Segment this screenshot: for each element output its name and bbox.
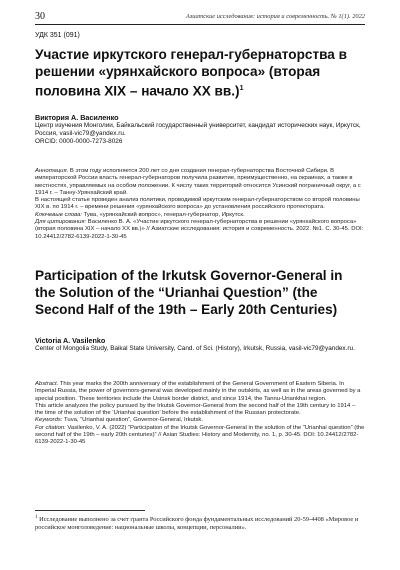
article-title-en: Participation of the Irkutsk Governor-General in the Solution of the “Urianhai Question” (the Second Half of the 19th – Early 20th Centuries): [35, 268, 343, 317]
citation-ru: [35, 219, 365, 241]
abstract-block-en: [35, 381, 365, 447]
page-number: 30: [35, 11, 45, 22]
author-name-ru: Виктория А. Василенко: [35, 113, 119, 122]
footnote-text: Исследование выполнено за счет гранта Российского фонда фундаментальных исследований 20-59-4408 «Мировое и российское монголоведение: национальные школы, концепции, персоналии».: [35, 516, 359, 532]
keywords-text-en: Tuva, “Urianhai question”, Governor-General, Irkutsk.: [64, 417, 203, 424]
abstract-block-ru: [35, 168, 365, 241]
author-orcid: ORCID: 0000-0000-7273-8026: [35, 138, 123, 146]
citation-label-ru: Для цитирования:: [35, 219, 87, 226]
citation-text-en: Vasilenko, V. A. (2022) “Participation of the Irkutsk Governor-General in the solution of the “Urianhai question” (the second half of the 19th – early 20th centuries)” // Asian Studies: History and Modernity, no. 1, p. 30-45. DOI: 10.24412/2782-6139-2022-1-30-45: [35, 424, 365, 446]
title-ru-text: Участие иркутского генерал-губернаторства в решении «урянхайского вопроса» (вторая половина XIX – начало XX вв.): [35, 47, 347, 99]
author-block-ru: [35, 113, 365, 147]
keywords-text-ru: Тува, «урянхайский вопрос», генерал-губернатор, Иркутск.: [83, 211, 245, 218]
abstract-text-ru: В этом году исполняется 200 лет со дня создания генерал-губернаторства Восточной Сибири. В императорской России власть генерал-губернаторов получила развитие, преимущественно, на окраинах, а также в местностях, управляемых на особом положении. К числу таких территорий относится Усинский пограничный округ, а с 1914 г. – Танну-Урянхайский край.: [35, 168, 361, 196]
author-block-en: [35, 336, 365, 353]
abstract-ru: [35, 168, 365, 197]
abstract-label-en: Abstract.: [35, 381, 59, 387]
citation-en: [35, 425, 365, 447]
abstract-ru-2: В настоящей статье проведен анализ политики, проводимой иркутским генерал-губернаторством со второй половины XIX в. по 1914 г. – времени решения «урянхайского вопроса» до установления российского протектората.: [35, 197, 360, 211]
keywords-label-en: Keywords:: [35, 417, 63, 424]
running-header: [35, 11, 365, 25]
author-affiliation-ru: Центр изучения Монголии, Байкальский государственный университет, кандидат исторических наук, Иркутск, Россия, vasil-vic79@yandex.ru.: [35, 122, 361, 138]
keywords-label-ru: Ключевые слова:: [35, 211, 83, 218]
title-footnote-mark: 1: [239, 85, 244, 92]
author-name-en: Victoria A. Vasilenko: [35, 336, 106, 345]
udc-code: УДК 351 (091): [35, 32, 80, 39]
abstract-label-ru: Аннотация.: [35, 168, 69, 174]
footnote-mark: 1: [35, 515, 38, 520]
footnote: [35, 514, 367, 532]
abstract-en: [35, 381, 365, 403]
abstract-en-2: This article analyzes the policy pursued by the Irkutsk Governor-General from the second half of the 19th century to 1914 – the time of the solution of the ‘Urianhai question’ before the establishment of the Russian protectorate.: [35, 402, 356, 417]
citation-label-en: For citation:: [35, 424, 66, 431]
citation-text-ru: Василенко В. А. «Участие иркутского генерал-губернаторства в решении «урянхайского вопроса» (вторая половина XIX – начало XX вв.)» // Азиатские исследования: история и современность. 2022. №1. С. 30-45. DOI: 10.24412/2782-6139-2022-1-30-45: [35, 219, 364, 240]
author-affiliation-en: Center of Mongolia Study, Baikal State University, Cand. of Sci. (History), Irkutsk, Russia, vasil-vic79@yandex.ru.: [35, 345, 355, 352]
journal-title: Азиатские исследования: история и современность. № 1(1). 2022: [185, 13, 365, 20]
article-title-ru: [35, 46, 365, 100]
footnote-divider: [35, 510, 145, 511]
keywords-ru: [35, 212, 365, 219]
abstract-text-en: This year marks the 200th anniversary of the establishment of the General Government of Eastern Siberia. In Imperial Russia, the power of governors-general was developed mainly in the outskirts, as well as in the areas governed by a special position. These territories include the Usinsk border district, and since 1914, the Tannu-Uriankhai region.: [35, 381, 361, 402]
keywords-en: [35, 417, 365, 424]
